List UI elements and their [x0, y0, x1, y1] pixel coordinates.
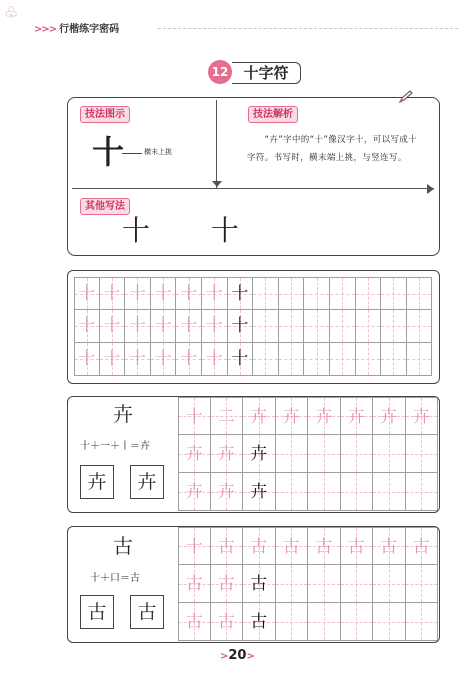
practice-3-sample-2 [130, 595, 164, 629]
page-arrow-left: > [220, 651, 229, 662]
trace-character: 卉 [185, 444, 203, 464]
trace-character: 卉 [412, 407, 430, 427]
grid-cell[interactable] [279, 277, 305, 310]
practice-2-character: 卉 [113, 402, 133, 426]
practice-box-2 [67, 396, 440, 513]
arrow-right-icon [427, 184, 434, 194]
grid-cell[interactable] [308, 603, 341, 641]
trace-character: 古 [380, 537, 398, 557]
grid-cell[interactable] [100, 277, 126, 310]
trace-character: 十 [180, 349, 198, 369]
grid-cell[interactable] [373, 565, 406, 603]
trace-character [253, 310, 278, 342]
trace-character [406, 473, 438, 510]
practice-3-sample-1-char: 古 [87, 601, 107, 623]
model-character: 十 [231, 349, 249, 369]
trace-character [279, 310, 304, 342]
grid-cell[interactable] [373, 527, 406, 565]
grid-cell[interactable] [125, 277, 151, 310]
trace-character: 古 [217, 612, 235, 632]
grid-cell[interactable] [356, 277, 382, 310]
grid-cell[interactable] [178, 603, 211, 641]
grid-cell[interactable] [243, 435, 276, 473]
trace-character [279, 343, 304, 375]
grid-cell[interactable] [243, 565, 276, 603]
trace-character [356, 278, 381, 309]
trace-character: 十 [128, 284, 146, 304]
grid-cell[interactable] [279, 343, 305, 376]
trace-character: 卉 [217, 444, 235, 464]
trace-character [406, 603, 438, 640]
practice-box-3 [67, 526, 440, 643]
grid-cell[interactable] [373, 473, 406, 511]
model-character: 十 [231, 284, 249, 304]
grid-cell[interactable] [276, 565, 309, 603]
grid-cell[interactable] [100, 343, 126, 376]
technique-vertical-divider [216, 100, 217, 188]
header-title: 行楷练字密码 [59, 24, 120, 35]
grid-cell[interactable] [330, 310, 356, 343]
grid-cell[interactable] [74, 343, 100, 376]
grid-cell[interactable] [125, 310, 151, 343]
trace-character [304, 278, 329, 309]
trace-character: 卉 [380, 407, 398, 427]
trace-character: 卉 [185, 482, 203, 502]
trace-character [373, 565, 405, 602]
trace-character: 十 [128, 349, 146, 369]
trace-character: 十 [154, 349, 172, 369]
trace-character [304, 343, 329, 375]
practice-grid-1 [67, 270, 440, 384]
page-number-text: 20 [228, 648, 247, 663]
technique-horizontal-divider [72, 188, 434, 189]
grid-cell[interactable] [202, 277, 228, 310]
trace-character: 卉 [217, 482, 235, 502]
grid-cell[interactable] [276, 397, 309, 435]
grid-cell[interactable] [178, 397, 211, 435]
trace-character: 十 [180, 316, 198, 336]
practice-2-sample-2-char: 卉 [137, 471, 157, 493]
trace-character: 古 [282, 537, 300, 557]
trace-character [373, 473, 405, 510]
grid-cell[interactable] [304, 277, 330, 310]
trace-character: 十 [154, 284, 172, 304]
trace-character [308, 473, 340, 510]
running-header [34, 20, 119, 35]
grid-cell[interactable] [276, 473, 309, 511]
trace-character: 古 [347, 537, 365, 557]
trace-character: 十 [185, 537, 203, 557]
trace-character [253, 278, 278, 309]
grid-cell[interactable] [407, 343, 433, 376]
grid-cell[interactable] [406, 397, 439, 435]
practice-3-left-panel [68, 527, 178, 642]
grid-cell[interactable] [406, 435, 439, 473]
trace-character [276, 473, 308, 510]
trace-character [341, 565, 373, 602]
model-character: 卉 [250, 482, 268, 502]
grid-cell[interactable] [341, 473, 374, 511]
trace-character [253, 343, 278, 375]
figure-annotation: 横末上挑 [144, 148, 172, 156]
grid-cell[interactable] [308, 397, 341, 435]
trace-character: 古 [217, 574, 235, 594]
practice-2-formula: 十＋一＋丨＝卉 [80, 441, 150, 452]
trace-character: 古 [250, 537, 268, 557]
trace-character [330, 343, 355, 375]
lesson-number-badge: 12 [208, 60, 232, 84]
trace-character: 古 [315, 537, 333, 557]
model-character: 卉 [250, 444, 268, 464]
trace-character [330, 278, 355, 309]
analysis-paragraph: “卉”字中的“十”像汉字十，可以写成十字符。书写时，横末端上挑，与竖连写。 [247, 134, 418, 162]
grid-cell[interactable] [407, 277, 433, 310]
trace-character: 十 [128, 316, 146, 336]
grid-cell[interactable] [406, 473, 439, 511]
model-character: 十 [231, 316, 249, 336]
annotation-leader-line [122, 153, 142, 154]
trace-character: 卉 [282, 407, 300, 427]
corner-decoration-icon: ♧ [4, 3, 19, 22]
grid-cell[interactable] [211, 603, 244, 641]
grid-cell[interactable] [406, 603, 439, 641]
trace-character: 十 [78, 284, 96, 304]
grid-cell[interactable] [276, 603, 309, 641]
trace-character: 古 [217, 537, 235, 557]
grid-cell[interactable] [228, 343, 254, 376]
practice-3-sample-2-char: 古 [137, 601, 157, 623]
grid-cell[interactable] [211, 397, 244, 435]
grid-cell[interactable] [74, 310, 100, 343]
trace-character [279, 278, 304, 309]
grid-cell[interactable] [308, 473, 341, 511]
grid-cell[interactable] [276, 527, 309, 565]
model-character: 古 [250, 574, 268, 594]
grid-cell[interactable] [341, 527, 374, 565]
grid-cell[interactable] [304, 343, 330, 376]
grid-cell[interactable] [341, 603, 374, 641]
grid-cell[interactable] [381, 277, 407, 310]
grid-cell[interactable] [406, 565, 439, 603]
grid-cell[interactable] [243, 527, 276, 565]
practice-3-character: 古 [113, 534, 133, 558]
page-number [220, 648, 255, 663]
trace-character: 古 [412, 537, 430, 557]
grid-cell[interactable] [176, 343, 202, 376]
trace-character [407, 278, 432, 309]
trace-character [276, 565, 308, 602]
other-writing-characters: 十 十 [122, 214, 265, 247]
grid-cell[interactable] [330, 343, 356, 376]
figure-label: 技法图示 [80, 106, 130, 123]
trace-character [381, 310, 406, 342]
model-character: 古 [250, 612, 268, 632]
grid-cell[interactable] [253, 277, 279, 310]
grid-cell[interactable] [308, 565, 341, 603]
trace-character: 十 [78, 316, 96, 336]
grid-cell[interactable] [373, 435, 406, 473]
trace-character [356, 343, 381, 375]
grid-cell[interactable] [211, 565, 244, 603]
grid-cell[interactable] [178, 473, 211, 511]
trace-character: 卉 [347, 407, 365, 427]
grid-cell[interactable] [178, 527, 211, 565]
practice-2-left-panel [68, 397, 178, 512]
figure-character: 十 [92, 133, 125, 171]
grid-cell[interactable] [330, 277, 356, 310]
grid-cell[interactable] [356, 343, 382, 376]
trace-character [341, 603, 373, 640]
grid-cell[interactable] [202, 343, 228, 376]
grid-cell[interactable] [381, 343, 407, 376]
grid-cell[interactable] [211, 473, 244, 511]
grid-cell[interactable] [407, 310, 433, 343]
trace-character: 卉 [250, 407, 268, 427]
trace-character [308, 565, 340, 602]
page-arrow-right: > [246, 651, 255, 662]
grid-cell[interactable] [178, 565, 211, 603]
practice-3-formula: 十＋口＝古 [90, 573, 140, 584]
trace-character [407, 343, 432, 375]
grid-cell[interactable] [243, 473, 276, 511]
trace-character [341, 435, 373, 472]
grid-cell[interactable] [373, 603, 406, 641]
practice-2-sample-1-char: 卉 [87, 471, 107, 493]
grid-cell[interactable] [406, 527, 439, 565]
grid-cell[interactable] [228, 310, 254, 343]
grid-cell[interactable] [211, 435, 244, 473]
grid-cell[interactable] [211, 527, 244, 565]
grid-cell[interactable] [202, 310, 228, 343]
trace-character [304, 310, 329, 342]
grid-cell[interactable] [341, 435, 374, 473]
trace-character [276, 603, 308, 640]
trace-character: 十 [154, 316, 172, 336]
header-arrows: >>> [34, 24, 57, 35]
trace-character: 十 [78, 349, 96, 369]
analysis-text [247, 130, 425, 166]
grid-cell[interactable] [176, 310, 202, 343]
trace-character [407, 310, 432, 342]
trace-character: 古 [185, 612, 203, 632]
grid-cell[interactable] [308, 527, 341, 565]
analysis-label: 技法解析 [248, 106, 298, 123]
trace-character [381, 343, 406, 375]
trace-character: 十 [185, 407, 203, 427]
trace-character: 十 [205, 316, 223, 336]
grid-cell[interactable] [276, 435, 309, 473]
trace-character: 古 [185, 574, 203, 594]
grid-cell[interactable] [228, 277, 254, 310]
grid-cell[interactable] [341, 397, 374, 435]
grid-cell[interactable] [279, 310, 305, 343]
grid-cell[interactable] [243, 603, 276, 641]
grid-cell[interactable] [381, 310, 407, 343]
other-writing-label: 其他写法 [80, 198, 130, 215]
grid-cell[interactable] [304, 310, 330, 343]
practice-3-sample-1 [80, 595, 114, 629]
trace-character [406, 435, 438, 472]
grid-cell[interactable] [74, 277, 100, 310]
grid-cell[interactable] [151, 310, 177, 343]
arrow-down-icon [212, 181, 222, 187]
trace-character: 十 [180, 284, 198, 304]
trace-character [308, 435, 340, 472]
trace-character [356, 310, 381, 342]
grid-cell[interactable] [178, 435, 211, 473]
grid-cell[interactable] [151, 343, 177, 376]
grid-cell[interactable] [100, 310, 126, 343]
trace-character [373, 603, 405, 640]
practice-2-sample-1 [80, 465, 114, 499]
trace-character: 十 [205, 284, 223, 304]
grid-cell[interactable] [176, 277, 202, 310]
trace-character [373, 435, 405, 472]
trace-character: 二 [217, 407, 235, 427]
trace-character [341, 473, 373, 510]
grid-cell[interactable] [151, 277, 177, 310]
trace-character: 十 [103, 316, 121, 336]
trace-character: 十 [103, 349, 121, 369]
grid-cell[interactable] [308, 435, 341, 473]
pencil-icon [398, 90, 414, 104]
trace-character [276, 435, 308, 472]
trace-character: 十 [205, 349, 223, 369]
trace-character [406, 565, 438, 602]
trace-character [330, 310, 355, 342]
grid-cell[interactable] [341, 565, 374, 603]
trace-character: 十 [103, 284, 121, 304]
grid-cell[interactable] [125, 343, 151, 376]
trace-character [308, 603, 340, 640]
grid-cell[interactable] [373, 397, 406, 435]
grid-cell[interactable] [356, 310, 382, 343]
trace-character [381, 278, 406, 309]
trace-character: 卉 [315, 407, 333, 427]
lesson-title [208, 58, 304, 86]
grid-cell[interactable] [253, 310, 279, 343]
practice-2-sample-2 [130, 465, 164, 499]
lesson-title-text: 十字符 [232, 62, 301, 84]
grid-cell[interactable] [243, 397, 276, 435]
grid-cell[interactable] [253, 343, 279, 376]
header-divider [158, 28, 458, 29]
